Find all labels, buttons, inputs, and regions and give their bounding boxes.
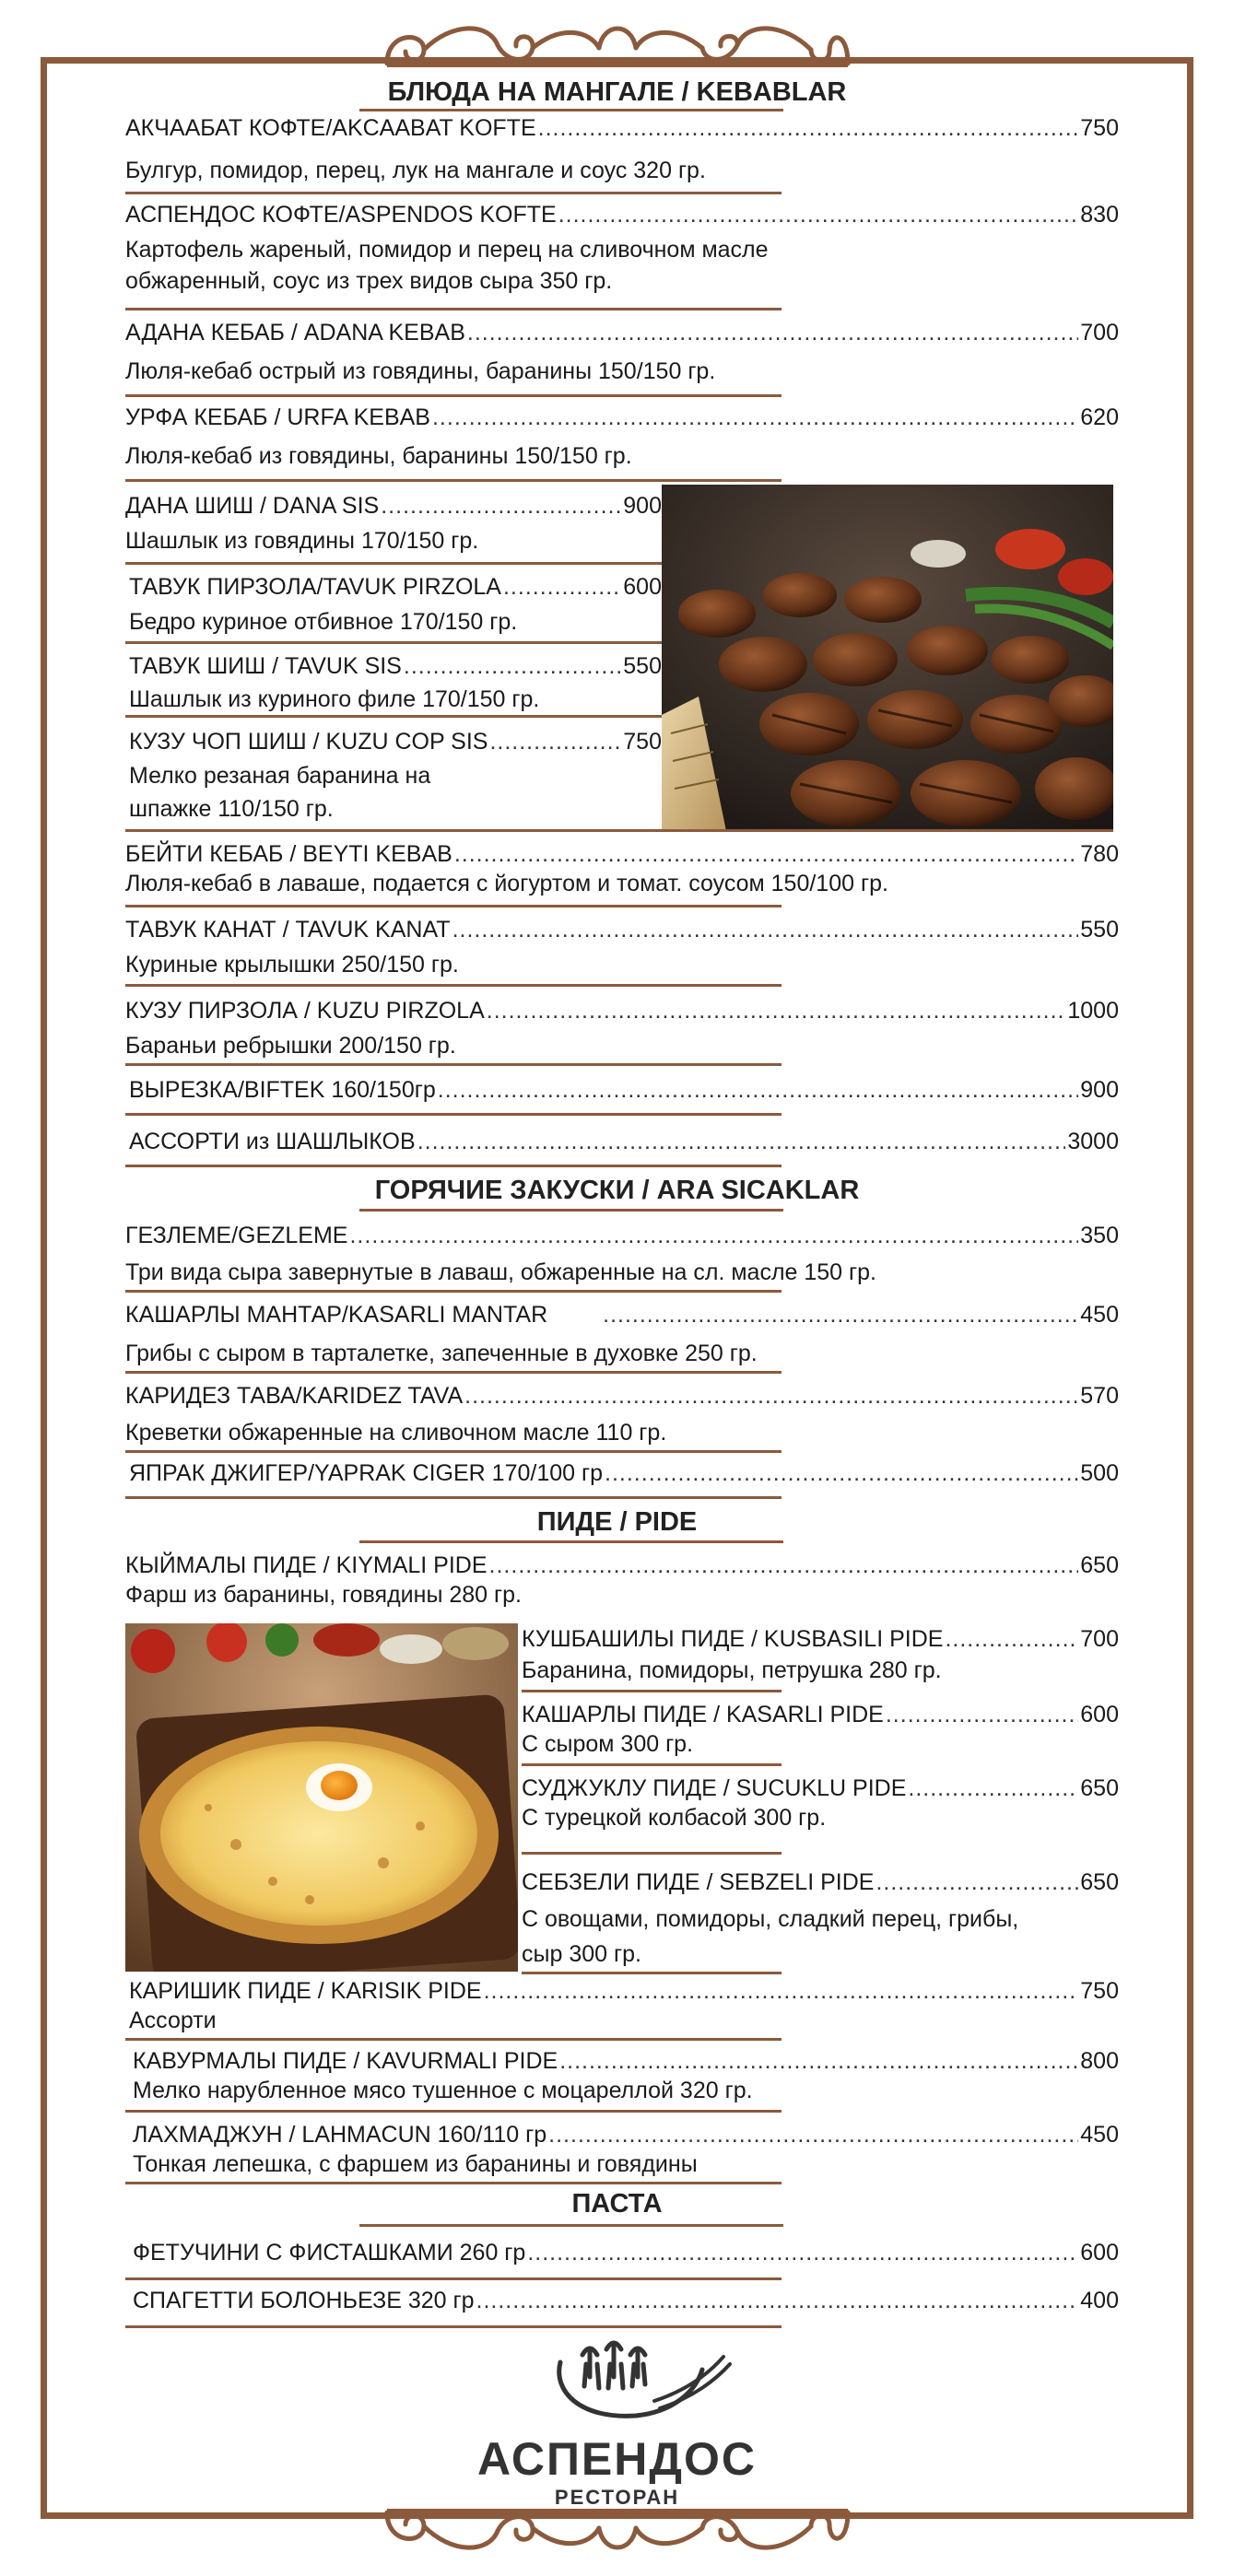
menu-item-lahmacun: ЛАХМАДЖУН / LAHMACUN 160/110 гр ..... 450 Тонкая лепешка, с фаршем из баранины и говядины: [133, 2121, 1119, 2180]
item-divider: [125, 394, 782, 397]
menu-item-tavuk-kanat: ТАВУК КАНАТ / TAVUK KANAT ..... 550 Куриные крылышки 250/150 гр.: [125, 916, 1119, 980]
item-divider: [125, 308, 782, 310]
item-divider: [125, 1371, 782, 1374]
restaurant-logo-icon: [498, 2336, 737, 2429]
menu-item-assorti-shashlyk: АССОРТИ из ШАШЛЫКОВ ..... 3000: [129, 1128, 1119, 1155]
menu-item-kavurmali-pide: КАВУРМАЛЫ ПИДЕ / KAVURMALI PIDE ..... 800 Мелко нарубленное мясо тушенное с моцареллой 320 гр.: [133, 2047, 1119, 2106]
item-divider: [522, 1763, 782, 1766]
menu-item-adana: АДАНА КЕБАБ / ADANA KEBAB ..... 700 Люля-кебаб острый из говядины, баранины 150/150 гр.: [125, 319, 1119, 387]
menu-item-kasarli-pide: КАШАРЛЫ ПИДЕ / KASARLI PIDE ..... 600 С сыром 300 гр.: [522, 1701, 1119, 1760]
menu-item-spaghetti: СПАГЕТТИ БОЛОНЬЕЗЕ 320 гр ..... 400: [133, 2287, 1119, 2314]
menu-item-karidez-tava: КАРИДЕЗ ТАВА/KARIDEZ TAVA ..... 570 Креветки обжаренные на сливочном масле 110 гр.: [125, 1382, 1119, 1448]
item-divider: [125, 2325, 782, 2328]
section-title-pide: ПИДЕ / PIDE: [536, 1507, 698, 1537]
menu-item-dana-sis: ДАНА ШИШ / DANA SIS ..... 900 Шашлык из говядины 170/150 гр.: [125, 492, 662, 556]
menu-item-urfa: УРФА КЕБАБ / URFA KEBAB ..... 620 Люля-кебаб из говядины, баранины 150/150 гр.: [125, 404, 1119, 472]
item-divider: [125, 641, 662, 644]
menu-item-tavuk-sis: ТАВУК ШИШ / TAVUK SIS ..... 550 Шашлык из куриного филе 170/150 гр.: [129, 652, 662, 715]
menu-item-akcaabat: АКЧААБАТ КОФТЕ/AKCAABAT KOFTE ..... 750 Булгур, помидор, перец, лук на мангале и соус 320 гр.: [125, 114, 1119, 186]
item-divider: [125, 479, 782, 482]
menu-item-kuzu-pirzola: КУЗУ ПИРЗОЛА / KUZU PIRZOLA ..... 1000 Бараньи ребрышки 200/150 гр.: [125, 997, 1119, 1061]
menu-item-kasarli-mantar: КАШАРЛЫ МАНТАР/KASARLI MANTAR ..... 450 Грибы с сыром в тарталетке, запеченные в духовке 250 гр.: [125, 1301, 1119, 1369]
section-divider: [359, 1209, 783, 1212]
item-divider: [522, 1690, 782, 1692]
item-divider: [125, 2277, 782, 2280]
menu-item-sucuklu-pide: СУДЖУКЛУ ПИДЕ / SUCUKLU PIDE ..... 650 С турецкой колбасой 300 гр.: [522, 1774, 1119, 1833]
section-divider: [359, 109, 783, 111]
menu-item-sebzeli-pide: СЕБЗЕЛИ ПИДЕ / SEBZELI PIDE ..... 650 С овощами, помидоры, сладкий перец, грибы, сыр 300 гр.: [522, 1868, 1119, 1972]
item-divider: [125, 1165, 782, 1167]
item-divider: [125, 1496, 782, 1499]
item-divider: [125, 715, 662, 718]
menu-item-yaprak-ciger: ЯПРАК ДЖИГЕР/YAPRAK CIGER 170/100 гр ..... 500: [129, 1459, 1119, 1487]
restaurant-name: АСПЕНДОС: [477, 2433, 757, 2485]
section-divider: [359, 1540, 783, 1543]
section-title-ara-sicaklar: ГОРЯЧИЕ ЗАКУСКИ / ARA SICAKLAR: [374, 1176, 860, 1205]
section-title-pasta: ПАСТА: [571, 2189, 663, 2219]
restaurant-logo: [0, 2336, 1234, 2511]
item-divider: [125, 1450, 782, 1453]
item-divider: [125, 1063, 782, 1066]
grill-kofte-photo: [662, 485, 1113, 831]
menu-item-tavuk-pirzola: ТАВУК ПИРЗОЛА/TAVUK PIRZOLA ..... 600 Бедро куриное отбивное 170/150 гр.: [129, 573, 662, 638]
menu-item-aspendos-kofte: АСПЕНДОС КОФТЕ/ASPENDOS KOFTE ..... 830 Картофель жареный, помидор и перец на сливочном масле обжаренный, соус из трех видов сыра 350 гр.: [125, 201, 1119, 297]
pide-photo: [125, 1623, 518, 1972]
menu-item-beyti: БЕЙТИ КЕБАБ / BEYTI KEBAB ..... 780 Люля-кебаб в лаваше, подается с йогуртом и томат. соусом 150/100 гр.: [125, 840, 1119, 899]
item-divider: [125, 1113, 782, 1116]
section-title-kebablar: БЛЮДА НА МАНГАЛЕ / KEBABLAR: [387, 77, 847, 107]
item-divider: [522, 1972, 782, 1974]
item-divider: [125, 2110, 782, 2113]
menu-item-kiymali-pide: КЫЙМАЛЫ ПИДЕ / KIYMALI PIDE ..... 650 Фарш из баранины, говядины 280 гр.: [125, 1551, 1119, 1610]
section-divider: [359, 2224, 783, 2227]
menu-item-kusbasili-pide: КУШБАШИЛЫ ПИДЕ / KUSBASILI PIDE ..... 700 Баранина, помидоры, петрушка 280 гр.: [522, 1625, 1119, 1686]
menu-item-gezleme: ГЕЗЛЕМЕ/GEZLEME ..... 350 Три вида сыра завернутые в лаваш, обжаренные на сл. масле 150 гр.: [125, 1222, 1119, 1288]
scroll-ornament-icon: [369, 13, 866, 77]
item-divider: [522, 1852, 782, 1855]
item-divider: [125, 829, 1113, 832]
item-divider: [125, 2182, 782, 2184]
item-divider: [125, 2038, 782, 2041]
item-divider: [125, 984, 782, 987]
menu-item-fettuccine: ФЕТУЧИНИ С ФИСТАШКАМИ 260 гр ..... 600: [133, 2239, 1119, 2266]
item-divider: [125, 905, 782, 907]
item-divider: [125, 1290, 782, 1293]
menu-item-kuzu-cop-sis: КУЗУ ЧОП ШИШ / KUZU COP SIS ..... 750 Мелко резаная баранина на шпажке 110/150 гр.: [129, 728, 662, 825]
menu-item-biftek: ВЫРЕЗКА/BIFTEK 160/150гр ..... 900: [129, 1076, 1119, 1104]
restaurant-subtitle: РЕСТОРАН: [554, 2486, 680, 2509]
menu-item-karisik-pide: КАРИШИК ПИДЕ / KARISIK PIDE ..... 750 Ассорти: [129, 1977, 1119, 2036]
item-divider: [125, 192, 782, 194]
item-divider: [125, 562, 662, 565]
